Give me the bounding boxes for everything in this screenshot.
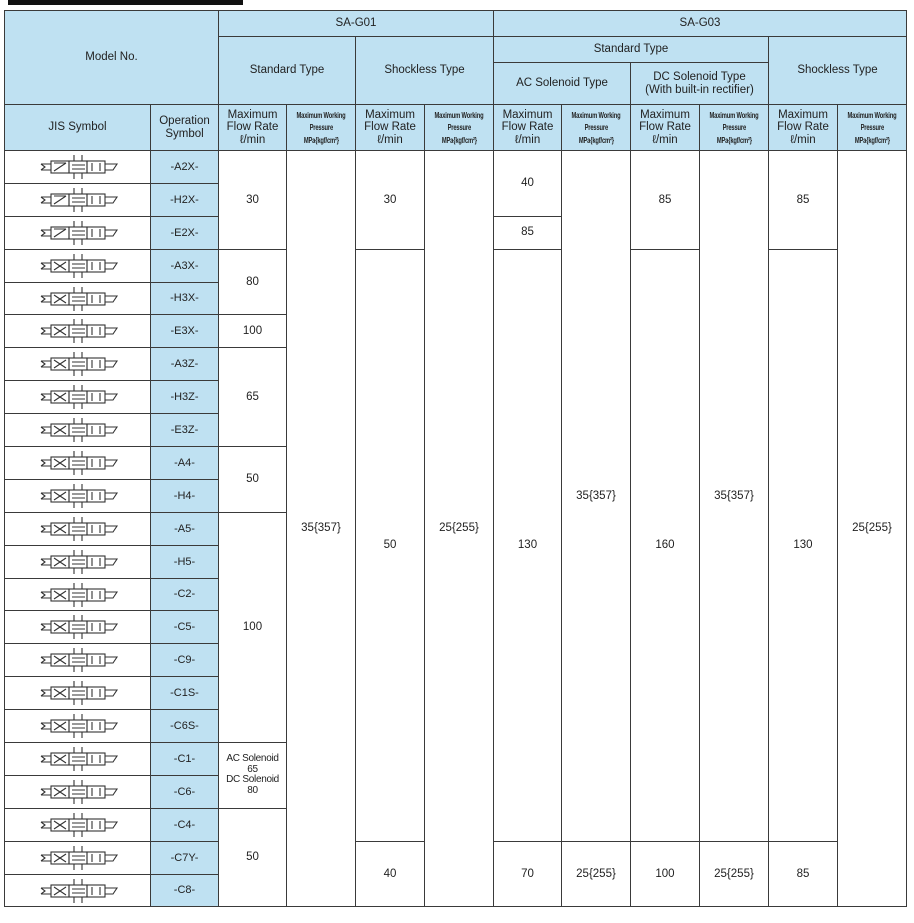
g03-standard-type-header: Standard Type xyxy=(494,37,769,63)
operation-symbol-cell: -A3X- xyxy=(151,249,219,282)
g01-std-flow-cell: 50 xyxy=(219,808,287,907)
jis-valve-symbol-icon xyxy=(23,548,133,576)
g01-std-flow-cell xyxy=(219,743,287,809)
jis-symbol-cell xyxy=(5,808,151,841)
section-title-bar xyxy=(8,0,243,5)
g01-shockless-type-header: Shockless Type xyxy=(356,37,494,105)
dc-solenoid-label: DC Solenoid Type xyxy=(653,70,746,83)
max-flow-rate-header xyxy=(494,105,562,151)
jis-valve-symbol-icon xyxy=(23,153,133,181)
jis-valve-symbol-icon xyxy=(23,844,133,872)
jis-valve-symbol-icon xyxy=(23,613,133,641)
jis-symbol-cell xyxy=(5,545,151,578)
max-flow-line: Maximum xyxy=(502,108,553,121)
g03-ac-flow-cell: 85 xyxy=(494,216,562,249)
pressure-unit: MPa{kgf/cm²} xyxy=(854,135,890,145)
jis-valve-symbol-icon xyxy=(23,646,133,674)
jis-symbol-cell xyxy=(5,874,151,907)
jis-symbol-cell xyxy=(5,249,151,282)
g01-shock-flow-cell: 40 xyxy=(356,841,425,907)
pressure-line: Maximum Working xyxy=(709,110,759,120)
g01-std-pressure-cell: 35{357} xyxy=(287,151,356,907)
solenoid-flow-note: 65 xyxy=(247,763,258,775)
jis-valve-symbol-icon xyxy=(23,515,133,543)
jis-symbol-cell xyxy=(5,841,151,874)
g01-shock-flow-cell: 50 xyxy=(356,249,425,841)
g03-shock-pressure-cell: 25{255} xyxy=(837,151,906,907)
dc-solenoid-note: (With built-in rectifier) xyxy=(645,83,754,96)
operation-symbol-cell: -E2X- xyxy=(151,216,219,249)
operation-label: Operation xyxy=(159,114,210,127)
jis-valve-symbol-icon xyxy=(23,285,133,313)
g01-shock-flow-cell: 30 xyxy=(356,151,425,250)
pressure-unit: MPa{kgf/cm²} xyxy=(716,135,752,145)
solenoid-flow-note: DC Solenoid xyxy=(226,774,279,786)
jis-valve-symbol-icon xyxy=(23,219,133,247)
pressure-line: Maximum Working xyxy=(571,110,621,120)
jis-symbol-cell xyxy=(5,414,151,447)
g03-shock-flow-cell: 130 xyxy=(768,249,837,841)
max-flow-line: Flow Rate xyxy=(501,121,554,134)
max-flow-rate-header xyxy=(630,105,699,151)
jis-valve-symbol-icon xyxy=(23,712,133,740)
g03-ac-flow-cell: 70 xyxy=(494,841,562,907)
valve-spec-table xyxy=(4,10,907,907)
jis-symbol-cell xyxy=(5,282,151,315)
g01-std-flow-cell: 30 xyxy=(219,151,287,250)
operation-symbol-cell: -C5- xyxy=(151,611,219,644)
g03-ac-pressure-cell: 35{357} xyxy=(562,151,631,842)
jis-valve-symbol-icon xyxy=(23,745,133,773)
g01-std-flow-cell: 100 xyxy=(219,512,287,742)
max-flow-line: Maximum xyxy=(365,108,415,121)
operation-symbol-cell: -A5- xyxy=(151,512,219,545)
g01-std-flow-cell: 100 xyxy=(219,315,287,348)
g03-ac-flow-cell: 130 xyxy=(494,249,562,841)
jis-valve-symbol-icon xyxy=(23,482,133,510)
jis-symbol-cell xyxy=(5,216,151,249)
jis-symbol-cell xyxy=(5,677,151,710)
jis-symbol-cell xyxy=(5,151,151,184)
jis-valve-symbol-icon xyxy=(23,252,133,280)
jis-symbol-cell xyxy=(5,315,151,348)
jis-valve-symbol-icon xyxy=(23,186,133,214)
jis-valve-symbol-icon xyxy=(23,581,133,609)
operation-symbol-cell: -H2X- xyxy=(151,183,219,216)
max-flow-rate-header xyxy=(768,105,837,151)
ac-solenoid-type-header: AC Solenoid Type xyxy=(494,63,631,105)
jis-symbol-cell xyxy=(5,479,151,512)
jis-symbol-cell xyxy=(5,775,151,808)
operation-symbol-cell: -H3X- xyxy=(151,282,219,315)
operation-symbol-cell: -C9- xyxy=(151,644,219,677)
pressure-line: Maximum Working xyxy=(847,110,897,120)
operation-symbol-cell: -A2X- xyxy=(151,151,219,184)
max-working-pressure-header xyxy=(562,105,631,151)
max-flow-line: Flow Rate xyxy=(777,121,829,134)
operation-symbol-cell: -A3Z- xyxy=(151,348,219,381)
model-no-header: Model No. xyxy=(5,11,219,105)
dc-solenoid-type-header xyxy=(630,63,768,105)
max-flow-line: Maximum xyxy=(227,108,278,121)
operation-symbol-cell: -E3Z- xyxy=(151,414,219,447)
pressure-unit: MPa{kgf/cm²} xyxy=(578,135,614,145)
pressure-line: Maximum Working xyxy=(434,110,484,120)
jis-symbol-cell xyxy=(5,578,151,611)
g03-dc-flow-cell: 85 xyxy=(630,151,699,250)
jis-symbol-cell xyxy=(5,183,151,216)
g03-shock-flow-cell: 85 xyxy=(768,841,837,907)
jis-symbol-cell xyxy=(5,447,151,480)
g03-ac-flow-cell: 40 xyxy=(494,151,562,217)
g03-shock-flow-cell: 85 xyxy=(768,151,837,250)
operation-symbol-cell: -E3X- xyxy=(151,315,219,348)
jis-valve-symbol-icon xyxy=(23,877,133,905)
jis-valve-symbol-icon xyxy=(23,317,133,345)
jis-symbol-cell xyxy=(5,611,151,644)
jis-valve-symbol-icon xyxy=(23,778,133,806)
pressure-line: Maximum Working xyxy=(296,110,346,120)
jis-symbol-cell xyxy=(5,644,151,677)
max-working-pressure-header xyxy=(425,105,494,151)
max-flow-line: Flow Rate xyxy=(226,121,279,134)
operation-symbol-cell: -C8- xyxy=(151,874,219,907)
operation-symbol-cell: -H3Z- xyxy=(151,381,219,414)
max-flow-line: Flow Rate xyxy=(639,121,691,134)
operation-symbol-cell: -C4- xyxy=(151,808,219,841)
jis-symbol-header: JIS Symbol xyxy=(5,105,151,151)
pressure-line: Pressure xyxy=(447,123,471,133)
jis-valve-symbol-icon xyxy=(23,350,133,378)
max-working-pressure-header xyxy=(287,105,356,151)
max-flow-unit: ℓ/min xyxy=(514,133,541,146)
g03-shockless-type-header: Shockless Type xyxy=(768,37,906,105)
max-flow-rate-header xyxy=(219,105,287,151)
g03-dc-pressure-cell: 35{357} xyxy=(699,151,768,842)
symbol-label: Symbol xyxy=(165,127,204,140)
operation-symbol-cell: -C2- xyxy=(151,578,219,611)
operation-symbol-cell: -C1S- xyxy=(151,677,219,710)
g03-ac-pressure-cell: 25{255} xyxy=(562,841,631,907)
g01-std-flow-cell: 65 xyxy=(219,348,287,447)
max-flow-unit: ℓ/min xyxy=(790,133,816,146)
pressure-unit: MPa{kgf/cm²} xyxy=(303,135,339,145)
max-working-pressure-header xyxy=(837,105,906,151)
g01-std-flow-cell: 50 xyxy=(219,447,287,513)
jis-valve-symbol-icon xyxy=(23,449,133,477)
sa-g03-header: SA-G03 xyxy=(494,11,907,37)
g01-std-flow-cell: 80 xyxy=(219,249,287,315)
pressure-line: Pressure xyxy=(860,123,884,133)
max-flow-line: Maximum xyxy=(778,108,828,121)
operation-symbol-header xyxy=(151,105,219,151)
g01-shock-pressure-cell: 25{255} xyxy=(425,151,494,907)
pressure-line: Pressure xyxy=(309,123,333,133)
max-flow-rate-header xyxy=(356,105,425,151)
jis-valve-symbol-icon xyxy=(23,811,133,839)
max-flow-unit: ℓ/min xyxy=(377,133,403,146)
operation-symbol-cell: -H4- xyxy=(151,479,219,512)
operation-symbol-cell: -C1- xyxy=(151,743,219,776)
solenoid-flow-note: 80 xyxy=(247,784,258,796)
pressure-unit: MPa{kgf/cm²} xyxy=(441,135,477,145)
jis-symbol-cell xyxy=(5,348,151,381)
max-working-pressure-header xyxy=(699,105,768,151)
operation-symbol-cell: -A4- xyxy=(151,447,219,480)
g03-dc-flow-cell: 160 xyxy=(630,249,699,841)
operation-symbol-cell: -C6- xyxy=(151,775,219,808)
g03-dc-pressure-cell: 25{255} xyxy=(699,841,768,907)
pressure-line: Pressure xyxy=(722,123,746,133)
jis-valve-symbol-icon xyxy=(23,383,133,411)
max-flow-unit: ℓ/min xyxy=(652,133,678,146)
pressure-line: Pressure xyxy=(584,123,608,133)
max-flow-line: Flow Rate xyxy=(364,121,416,134)
max-flow-line: Maximum xyxy=(640,108,690,121)
operation-symbol-cell: -C6S- xyxy=(151,710,219,743)
solenoid-flow-note: AC Solenoid xyxy=(226,753,279,765)
g03-dc-flow-cell: 100 xyxy=(630,841,699,907)
jis-valve-symbol-icon xyxy=(23,679,133,707)
jis-symbol-cell xyxy=(5,381,151,414)
g01-standard-type-header: Standard Type xyxy=(219,37,356,105)
jis-symbol-cell xyxy=(5,743,151,776)
jis-symbol-cell xyxy=(5,710,151,743)
jis-valve-symbol-icon xyxy=(23,416,133,444)
table-row xyxy=(5,151,907,184)
jis-symbol-cell xyxy=(5,512,151,545)
operation-symbol-cell: -C7Y- xyxy=(151,841,219,874)
max-flow-unit: ℓ/min xyxy=(239,133,266,146)
operation-symbol-cell: -H5- xyxy=(151,545,219,578)
sa-g01-header: SA-G01 xyxy=(219,11,494,37)
